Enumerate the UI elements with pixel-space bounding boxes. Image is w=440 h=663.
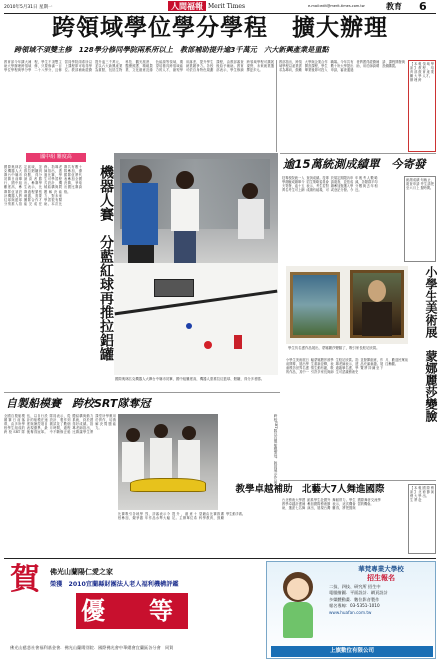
ad-info-line: 二技、四技、研究所 招生中 bbox=[329, 584, 381, 589]
boat-contest-headline: 自製船模賽 跨校SRT隊奪冠 bbox=[6, 397, 151, 410]
ad-school-name: 華梵專業大學校 bbox=[358, 565, 404, 573]
ad-title: 招生報名 bbox=[367, 574, 395, 582]
boat-article-text: 全國自製船模競賽日前落幕，由多所學校學生組成的跨校SRT隊伍，以自行設計的船模在速度與操控項目表現優異，最後奪得冠軍。隊員表示，從設計、製作到測試花了數個月時間，過程中不斷修正船體結構與動力系統，終於獲得好成績。指導老師指出，比賽讓學生將課堂所學應用於實作，培養解決問題能力。 bbox=[4, 414, 116, 435]
side-column-box: 【本報訊】教育部鼓勵大學辦理跨領域學程，培育產業人才。 bbox=[408, 60, 436, 152]
right-top-text: 教部指出，跨領域學程以產業需求為導向，鼓勵大學與企業合作開設課程，學生畢業後即可投入職場。今年共有數十所大學提出申請，審查通過者將獲得經費補助，用於師資聘請、課程開發與設備購置。 bbox=[279, 60, 405, 73]
ad-info-line: 電腦繪圖．平面設計．網頁設計 bbox=[329, 590, 388, 596]
robot-contest-photo bbox=[114, 153, 278, 375]
dance-headline: 教學卓越補助 北藝大7人舞進國際 bbox=[235, 484, 385, 495]
robot-model bbox=[154, 279, 194, 297]
robot-article-text: 國際奧林匹克機器人大賽台中縣市初賽日前舉行，國中組難度高，參賽隊伍須設計機器人將紅球與藍球分別推入指定區域，並推拉鋁罐到終點，得分最高者勝出。參賽學生表示，比賽過程緊張刺激，需要團隊合作才能完成任務。指導老師指出，透過比賽，學生可學習程式設計、機械結構與問題解決能力，對未來學習很有幫助。本次比賽共有數十隊參加，優勝隊伍將代表參加全國決賽，爭取出國比賽資格。 bbox=[4, 165, 82, 206]
art-article-text: 小學生美術展日前開幕，展出學童模仿世界名畫的作品，其中一幅蒙娜麗莎被學生重新詮釋，表情生動有趣，吸引許多家長與師生駐足欣賞。指導老師表示，透過臨摹名畫，學生可認識藝術史並發揮創意，作品充滿童趣。展覽將持續至下月，歡迎民眾前往參觀。 bbox=[286, 358, 408, 375]
ad-org-name: 佛光山蘭陽仁愛之家 bbox=[50, 568, 113, 576]
robot-vertical-title: 機器人賽 分藍紅球再推拉鋁罐 bbox=[98, 165, 114, 361]
art-vertical-title: 小學生美術展 蒙娜麗莎變臉 bbox=[424, 266, 438, 422]
boat-team-photo bbox=[118, 414, 218, 510]
masthead-english: Merit Times bbox=[208, 3, 246, 10]
aluminum-can bbox=[234, 335, 242, 349]
ad-info-line: 多媒體動畫．數位影音製作 bbox=[329, 596, 380, 602]
boat-article-text-2: 比賽吸引各地學校參加，競爭激烈，評審表示今年作品水準大幅提升，創意十足。主辦單位希望藉由比賽推廣科學教育，鼓勵學生動手做。 bbox=[118, 512, 246, 521]
exam-article-text: 技專校院統一入學測驗成績單今天寄發，逾十五萬名考生可上網查詢成績。技專招生策略委員會表示，考生若對成績有疑義，可於規定期限內申請複查，並依成績參加甄選入學或登記分發。今年報考人數略減，各類群平均分數與去年相近。 bbox=[282, 176, 378, 193]
ad-footer: 佛光山慈悲社會福利基金會．佛光山蘭陽別院．國際佛光會中華總會宜蘭區各分會 同賀 bbox=[10, 645, 174, 650]
masthead bbox=[0, 0, 440, 13]
robot-arena bbox=[114, 263, 278, 375]
cartoon-girl-illustration bbox=[273, 572, 323, 642]
school-recruit-ad bbox=[266, 561, 436, 659]
student-figure bbox=[242, 183, 258, 199]
main-subheadline: 跨領域不須雙主修 128學分修同學院兩系所以上 教部補助提升逾3千萬元 六大新興產業是重點 bbox=[14, 45, 329, 54]
red-ball bbox=[204, 341, 212, 349]
masthead-contact: e-mail:edit@merit-times.com.tw bbox=[308, 4, 365, 8]
dance-side-box: 【本報訊】北藝大學生將赴國際藝術節演出。 bbox=[408, 484, 436, 554]
congratulation-ad bbox=[6, 561, 262, 659]
ad-big-character: 賀 bbox=[10, 562, 40, 597]
main-headline: 跨領域學位學分學程 擴大辦理 bbox=[52, 14, 388, 41]
dance-article-text: 台北藝術大學獲教學卓越計畫補助，選派七名舞蹈系學生赴國外參加國際藝術節演出，展現台灣舞蹈實力。學生表示，這次機會難得，將把握與國際舞者交流學習的機會。 bbox=[282, 498, 381, 511]
art-photo-caption: 學生仿名畫作品展出，蒙娜麗莎變臉了，吸引家長駐足欣賞。 bbox=[288, 346, 380, 350]
student-figure bbox=[176, 171, 194, 189]
boat-photo-caption: 跨校SRT隊以自製船模奪冠，隊員展示作品。 bbox=[274, 414, 278, 487]
landscape-painting bbox=[290, 272, 340, 338]
robot-photo-caption: 國際奧林匹克機器人大賽台中縣市初賽，國中組難度高，機器人需推拉紅藍球、鋁罐，得分多者勝。 bbox=[115, 377, 265, 381]
exam-side-box: 統測成績複查申請至六月上旬截止，考生請把握時間。 bbox=[404, 176, 436, 262]
student-figure bbox=[128, 165, 152, 185]
ad-info-line: 報名專線：03-5351-1010 bbox=[329, 603, 380, 609]
top-article-text: 教育部今年擴大補助大學辦理跨領域學位學程與學分學程，學生不須雙主修，只要修滿一百二十八學分，且修習同學院兩系所以上課程即可取得學位。教部補助經費提升逾三千萬元，並以六大新興產業為重點，包括生物科技、觀光旅遊、醫療照護、精緻農業、文化創意及綠色能源等領域，期望培養具跨領域能力的人才，縮短學用落差，提升學生就業競爭力。各校可依自身特色規劃課程，由教部審查後給予補助。教育部表示，學生修讀跨領域學程可擴展視野，未來就業選擇更多元。 bbox=[4, 60, 274, 73]
ad-honor-line: 榮獲 2010宜蘭縣財團法人老人福利機構評鑑 bbox=[50, 581, 179, 588]
masthead-date: 2010年5月31日 星期一 bbox=[4, 5, 53, 10]
blue-ball bbox=[186, 323, 192, 329]
section-tag: 國中組 難度高 bbox=[26, 153, 86, 162]
exam-results-headline: 逾15萬統測成績單 今寄發 bbox=[283, 157, 426, 171]
ad-info-lines bbox=[329, 584, 433, 616]
newspaper-logo: 人間福報 bbox=[168, 1, 206, 11]
page-number: 6 bbox=[419, 0, 427, 13]
ad-info-line: www.huafan.com.tw bbox=[329, 609, 372, 615]
section-label: 教育 bbox=[386, 2, 402, 11]
art-exhibition-photo bbox=[286, 266, 408, 344]
ad-company-name: 上旗數位有限公司 bbox=[271, 646, 433, 657]
ad-award-badge: 優 等 bbox=[76, 593, 188, 629]
boat-model bbox=[130, 478, 206, 492]
